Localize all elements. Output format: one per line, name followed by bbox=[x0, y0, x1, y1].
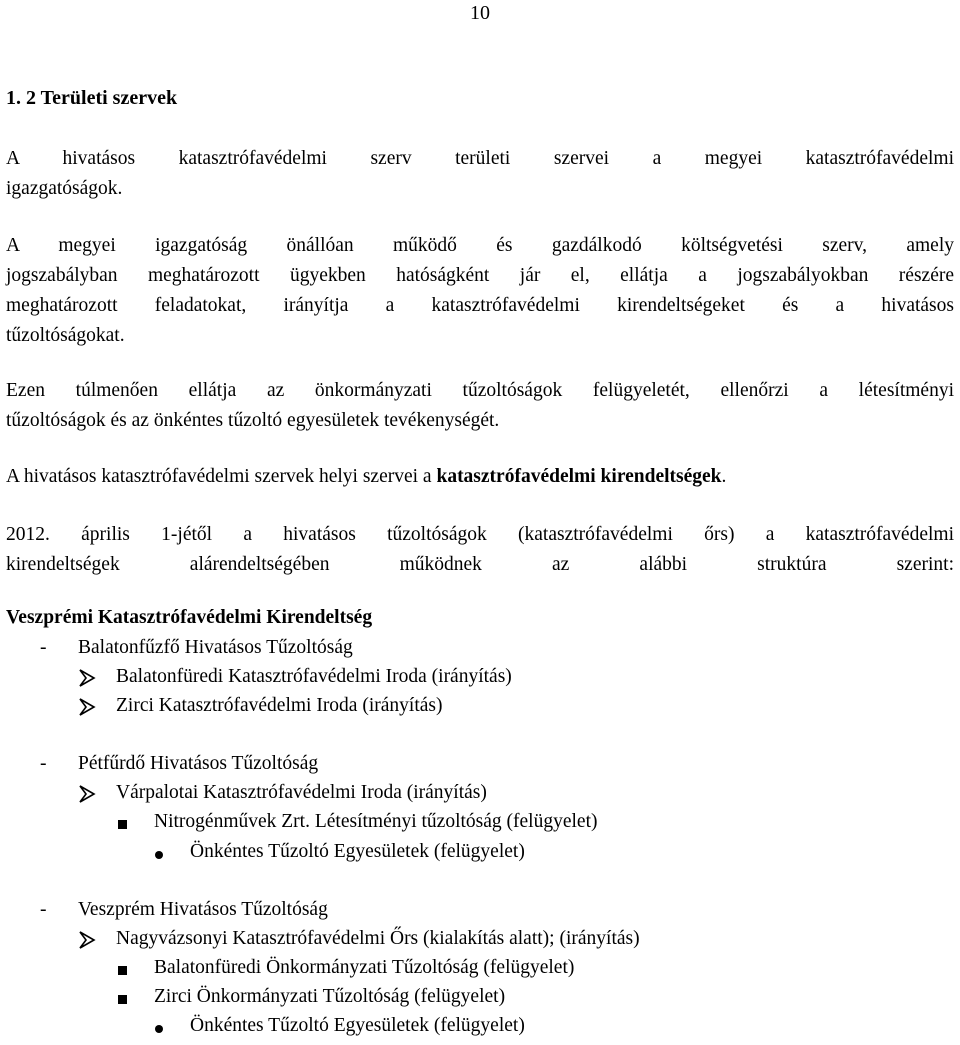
arrow-bullet-icon bbox=[78, 784, 96, 804]
text-line: igazgatóságok. bbox=[6, 178, 123, 199]
paragraph-county-directorate bbox=[6, 231, 954, 351]
office-balatonfured: Balatonfüredi Katasztrófavédelmi Iroda (irányítás) bbox=[116, 666, 512, 687]
text-line: 2012. április 1-jétől a hivatásos tűzoltóságok (katasztrófavédelmi őrs) a katasztrófavédelmi bbox=[6, 524, 954, 545]
paragraph-local-bodies bbox=[6, 462, 954, 492]
text-line: A megyei igazgatóság önállóan működő és gazdálkodó költségvetési szerv, amely bbox=[6, 235, 954, 256]
dash-marker: - bbox=[40, 637, 47, 658]
dot-bullet-icon bbox=[155, 851, 163, 859]
text-line: A hivatásos katasztrófavédelmi szerv területi szervei a megyei katasztrófavédelmi bbox=[6, 148, 954, 169]
dash-marker: - bbox=[40, 899, 47, 920]
text-line: jogszabályban meghatározott ügyekben hatóságként jár el, ellátja a jogszabályokban részére bbox=[6, 265, 954, 286]
section-heading: 1. 2 Területi szervek bbox=[6, 87, 178, 109]
office-zirc: Zirci Katasztrófavédelmi Iroda (irányítás) bbox=[116, 695, 443, 716]
text-line: Ezen túlmenően ellátja az önkormányzati tűzoltóságok felügyeletét, ellenőrzi a létesítményi bbox=[6, 380, 954, 401]
paragraph-supervision bbox=[6, 376, 954, 436]
volunteer-associations: Önkéntes Tűzoltó Egyesületek (felügyelet) bbox=[190, 1015, 525, 1036]
paragraph-regional-bodies bbox=[6, 144, 954, 204]
dot-bullet-icon bbox=[155, 1025, 163, 1033]
square-bullet-icon bbox=[118, 966, 127, 975]
text-span: A hivatásos katasztrófavédelmi szervek helyi szervei a bbox=[6, 466, 437, 487]
text-line: tűzoltóságokat. bbox=[6, 325, 125, 346]
arrow-bullet-icon bbox=[78, 930, 96, 950]
text-line: meghatározott feladatokat, irányítja a katasztrófavédelmi kirendeltségeket és a hivatásos bbox=[6, 295, 954, 316]
structure-title: Veszprémi Katasztrófavédelmi Kirendeltség bbox=[6, 607, 373, 628]
municipal-zirc: Zirci Önkormányzati Tűzoltóság (felügyelet) bbox=[154, 986, 506, 1007]
post-nagyvazsony: Nagyvázsonyi Katasztrófavédelmi Őrs (kialakítás alatt); (irányítás) bbox=[116, 928, 640, 949]
dash-marker: - bbox=[40, 753, 47, 774]
emphasis-text: katasztrófavédelmi kirendeltségek bbox=[436, 466, 722, 487]
station-petfurdo: Pétfűrdő Hivatásos Tűzoltóság bbox=[78, 753, 319, 774]
volunteer-associations: Önkéntes Tűzoltó Egyesületek (felügyelet) bbox=[190, 841, 525, 862]
page-number: 10 bbox=[470, 2, 490, 24]
paragraph-structure-intro bbox=[6, 520, 954, 580]
station-veszprem: Veszprém Hivatásos Tűzoltóság bbox=[78, 899, 328, 920]
text-line: kirendeltségek alárendeltségében működnek az alábbi struktúra szerint: bbox=[6, 554, 954, 575]
facility-nitrogenmuvek: Nitrogénművek Zrt. Létesítményi tűzoltóság (felügyelet) bbox=[154, 811, 598, 832]
arrow-bullet-icon bbox=[78, 697, 96, 717]
station-balatonfuzfo: Balatonfűzfő Hivatásos Tűzoltóság bbox=[78, 637, 353, 658]
square-bullet-icon bbox=[118, 820, 127, 829]
text-line: tűzoltóságok és az önkéntes tűzoltó egyesületek tevékenységét. bbox=[6, 410, 500, 431]
municipal-balatonfured: Balatonfüredi Önkormányzati Tűzoltóság (felügyelet) bbox=[154, 957, 575, 978]
office-varpalota: Várpalotai Katasztrófavédelmi Iroda (irányítás) bbox=[116, 782, 487, 803]
arrow-bullet-icon bbox=[78, 668, 96, 688]
square-bullet-icon bbox=[118, 995, 127, 1004]
text-span: . bbox=[721, 466, 727, 487]
